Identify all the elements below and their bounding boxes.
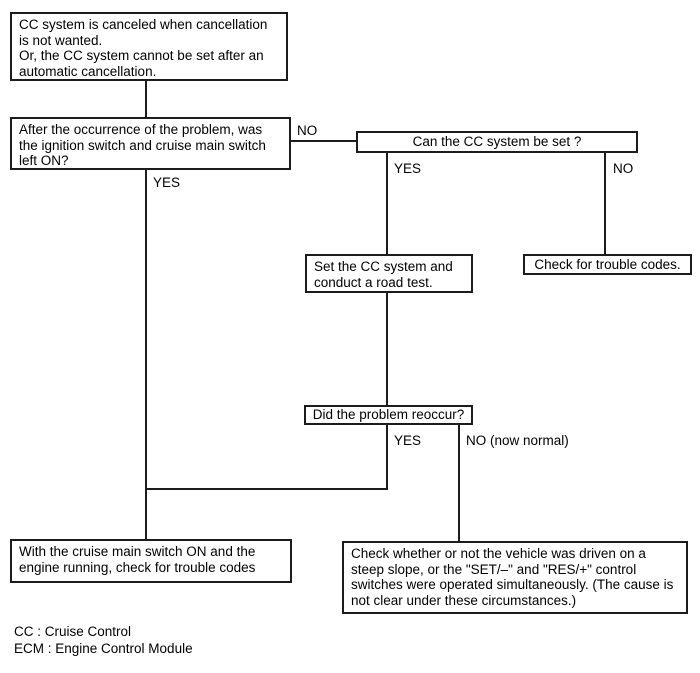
connector-ignition-yes-main [145,169,147,539]
branch-label-canset-no: NO [613,161,634,176]
connector-ignition-no [291,140,357,142]
branch-label-canset-yes: YES [394,161,422,176]
connector-canset-yes [386,152,388,254]
node-question-ignition-switch: After the occurrence of the problem, was the ignition switch and cruise main switch left ON? [10,117,291,170]
connector-reoccur-no [458,424,460,542]
branch-label-reoccur-no: NO (now normal) [466,433,569,448]
abbreviation-legend [14,624,193,657]
connector-settest-to-reoccur [386,292,388,405]
node-question-can-set: Can the CC system be set ? [356,131,638,153]
connector-problem-to-ignition [145,81,147,117]
node-check-codes-engine-running: With the cruise main switch ON and the engine running, check for trouble codes [10,539,292,583]
node-check-steep-slope: Check whether or not the vehicle was driven on a steep slope, or the "SET/–" and "RES/+" control switches were operated simultaneously. (The cause is not clear under these circumstances.) [342,541,688,614]
node-problem-line-2: Or, the CC system cannot be set after an automatic cancellation. [19,48,264,79]
node-set-and-road-test: Set the CC system and conduct a road test. [305,254,473,293]
branch-label-ignition-no: NO [297,123,318,138]
legend-ecm: ECM : Engine Control Module [14,640,193,656]
connector-canset-no [604,152,606,254]
branch-label-ignition-yes: YES [153,175,181,190]
connector-reoccur-yes-vertical [386,424,388,490]
node-problem-statement [10,12,288,81]
node-check-trouble-codes: Check for trouble codes. [523,254,692,275]
legend-cc: CC : Cruise Control [14,624,132,639]
connector-reoccur-yes-horizontal [145,488,388,490]
node-problem-line-1: CC system is canceled when cancellation is not wanted. [19,17,268,48]
branch-label-reoccur-yes: YES [394,433,422,448]
node-question-reoccur: Did the problem reoccur? [304,405,473,425]
